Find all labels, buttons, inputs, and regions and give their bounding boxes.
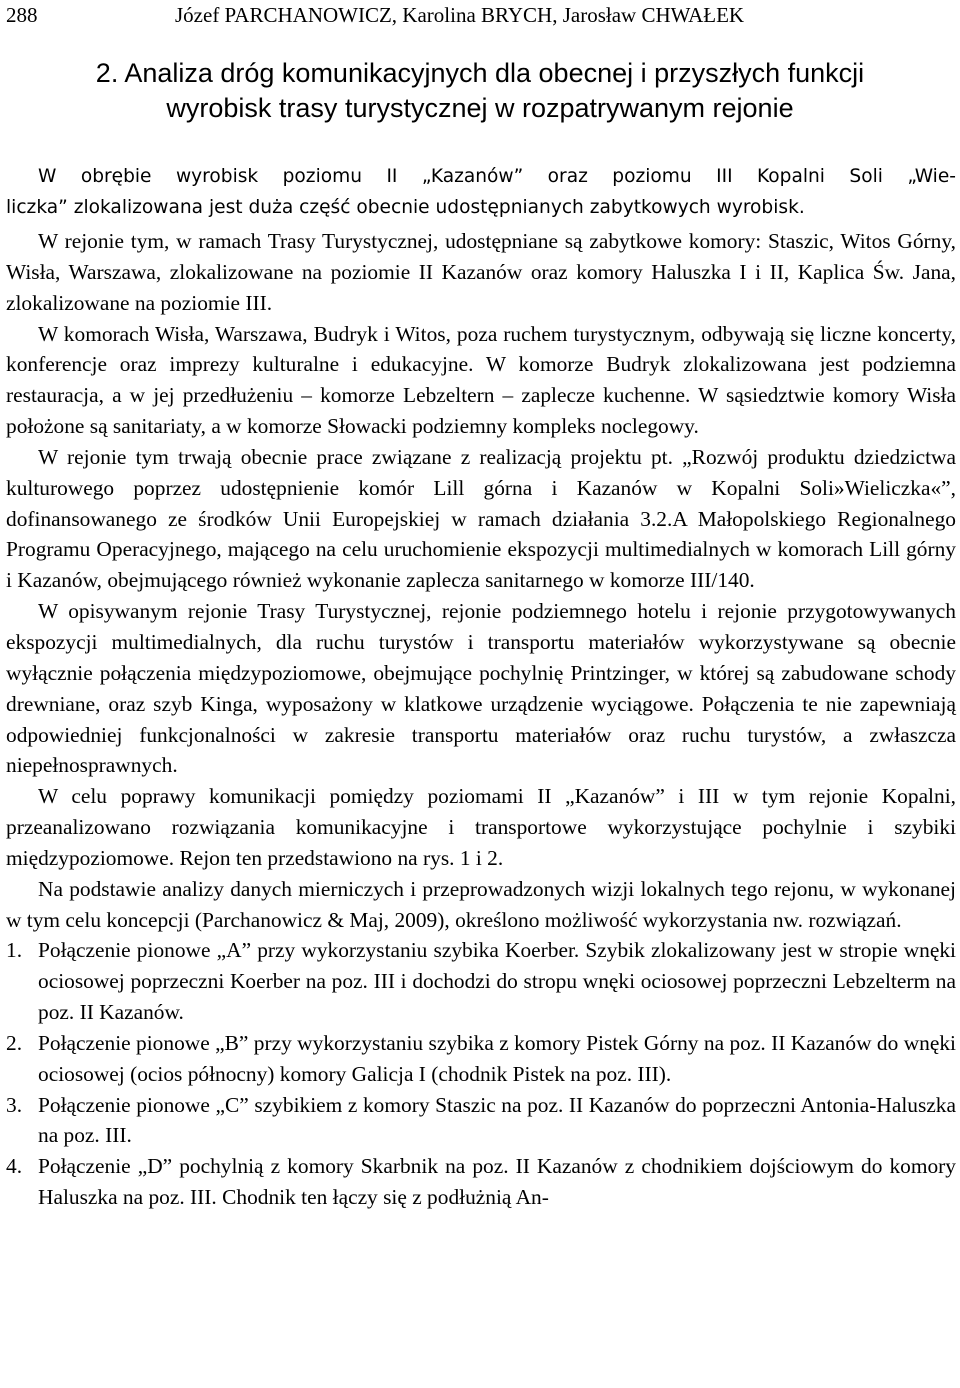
list-item	[6, 1028, 956, 1090]
list-item-text: Połączenie pionowe „B” przy wykorzystaniu szybika z komory Pistek Górny na poz. II Kazanów do wnęki ociosowej (ocios północny) komory Galicja I (chodnik Pistek na poz. III).	[38, 1030, 956, 1086]
solutions-list	[6, 935, 956, 1213]
section-heading-line-1: 2. Analiza dróg komunikacyjnych dla obecnej i przyszłych funkcji	[95, 58, 865, 88]
list-item-number: 2.	[6, 1030, 23, 1055]
running-header	[6, 0, 956, 30]
list-item	[6, 935, 956, 1028]
section-heading	[0, 56, 960, 126]
list-item-text: Połączenie pionowe „A” przy wykorzystaniu szybika Koerber. Szybik zlokalizowany jest w stropie wnęki ociosowej poprzeczni Koerber na poz. III i dochodzi do stropu wnęki ociosowej poprzeczni Lebzelterm na poz. II Kazanów.	[38, 938, 956, 1025]
list-item-number: 3.	[6, 1092, 23, 1117]
list-item-number: 4.	[6, 1154, 23, 1179]
paragraph-6: Na podstawie analizy danych mierniczych i przeprowadzonych wizji lokalnych tego rejonu, w wykonanej w tym celu koncepcji (Parchanowicz & Maj, 2009), określono możliwość wykorzystania nw. rozwiązań.	[6, 876, 956, 932]
paragraph-4: W opisywanym rejonie Trasy Turystycznej, rejonie podziemnego hotelu i rejonie przygotowywanych ekspozycji multimedialnych, dla ruchu turystów i transportu materiałów wykorzystywane są obecnie wyłącznie połączenia międzypoziomowe, obejmujące pochylnię Printzinger, w której są zabudowane schody drewniane, oraz szyb Kinga, wyposażony w klatkowe urządzenie wyciągowe. Połączenia te nie zapewniają odpowiedniej funkcjonalności w zakresie transportu materiałów oraz ruchu turystów, a zwłaszcza niepełnosprawnych.	[6, 599, 956, 778]
intro-paragraph	[6, 161, 956, 223]
paragraph-3: W rejonie tym trwają obecnie prace związane z realizacją projektu pt. „Rozwój produktu dziedzictwa kulturowego poprzez udostępnienie komór Lill górna i Kazanów w Kopalni Soli»Wieliczka«”, dofinansowanego ze środków Unii Europejskiej w ramach działania 3.2.A Małopolskiego Regionalnego Programu Operacyjnego, mającego na celu uruchomienie ekspozycji multimedialnych w komorach Lill górny i Kazanów, obejmującego również wykonanie zaplecza sanitarnego w komorze III/140.	[6, 444, 956, 593]
section-heading-line-2: wyrobisk trasy turystycznej w rozpatrywanym rejonie	[166, 93, 794, 123]
list-item-text: Połączenie „D” pochylnią z komory Skarbnik na poz. II Kazanów z chodnikiem dojściowym do komory Haluszka na poz. III. Chodnik ten łączy się z podłużnią An-	[38, 1154, 956, 1210]
list-item-text: Połączenie pionowe „C” szybikiem z komory Staszic na poz. II Kazanów do poprzeczni Antonia-Haluszka na poz. III.	[38, 1092, 956, 1148]
running-head-authors: Józef PARCHANOWICZ, Karolina BRYCH, Jarosław CHWAŁEK	[175, 3, 745, 27]
list-item-number: 1.	[6, 938, 23, 963]
list-item	[6, 1151, 956, 1213]
paragraph-2: W komorach Wisła, Warszawa, Budryk i Witos, poza ruchem turystycznym, odbywają się liczne koncerty, konferencje oraz imprezy kulturalne i edukacyjne. W komorze Budryk zlokalizowana jest podziemna restauracja, a w jej przedłużeniu – komorze Lebzeltern – zaplecze kuchenne. W sąsiedztwie komory Wisła położone są sanitariaty, a w komorze Słowacki podziemny kompleks noclegowy.	[6, 321, 956, 439]
page-number: 288	[6, 3, 38, 27]
paragraph-5: W celu poprawy komunikacji pomiędzy poziomami II „Kazanów” i III w tym rejonie Kopalni, przeanalizowano rozwiązania komunikacyjne i transportowe wykorzystujące pochylnie i szybiki międzypoziomowe. Rejon ten przedstawiono na rys. 1 i 2.	[6, 784, 956, 870]
body-text	[6, 226, 956, 1213]
intro-line-2: liczka” zlokalizowana jest duża część obecnie udostępnianych zabytkowych wyrobisk.	[6, 197, 805, 218]
list-item	[6, 1090, 956, 1152]
intro-line-1: W obrębie wyrobisk poziomu II „Kazanów” oraz poziomu III Kopalni Soli „Wie-	[38, 166, 956, 187]
paragraph-1: W rejonie tym, w ramach Trasy Turystycznej, udostępniane są zabytkowe komory: Staszic, Witos Górny, Wisła, Warszawa, zlokalizowane na poziomie II Kazanów oraz komory Haluszka I i II, Kaplica Św. Jana, zlokalizowane na poziomie III.	[6, 229, 956, 315]
